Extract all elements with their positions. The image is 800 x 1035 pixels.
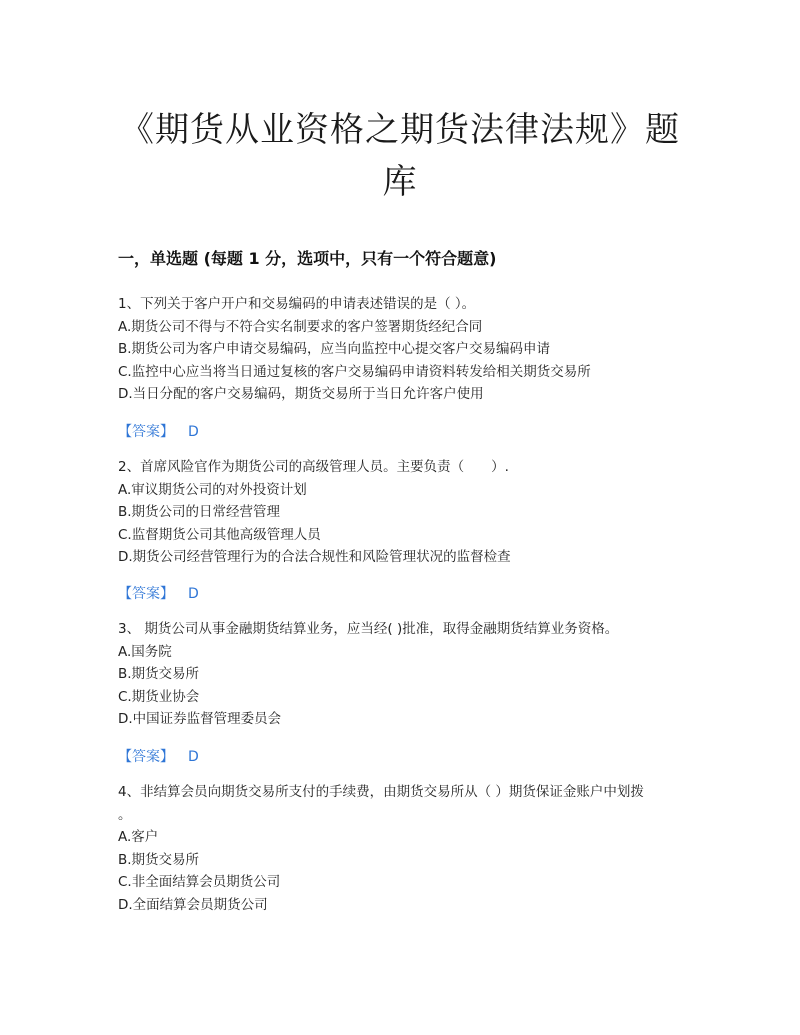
question-stem: 3、 期货公司从事金融期货结算业务，应当经( )批准，取得金融期货结算业务资格。 (118, 621, 619, 637)
answer-value: D (188, 586, 199, 602)
question-1 (118, 293, 688, 406)
title-line-1: 《期货从业资格之期货法律法规》题 (120, 110, 680, 150)
option-a: A.国务院 (118, 643, 172, 660)
option-b: B.期货公司的日常经营管理 (118, 504, 281, 520)
answer-2 (118, 583, 199, 603)
option-b: B.期货交易所 (118, 851, 200, 868)
question-2 (118, 456, 688, 569)
option-b: B.期货公司为客户申请交易编码，应当向监控中心提交客户交易编码申请 (118, 341, 551, 357)
title-line-2: 库 (382, 162, 418, 202)
answer-label: 【答案】 (118, 424, 174, 440)
answer-value: D (188, 749, 199, 765)
option-a: A.期货公司不得与不符合实名制要求的客户签署期货经纪合同 (118, 318, 483, 335)
option-d: D.中国证券监督管理委员会 (118, 711, 282, 727)
document-title (100, 104, 700, 208)
option-c: C.期货业协会 (118, 688, 200, 705)
option-a: A.审议期货公司的对外投资计划 (118, 481, 307, 498)
option-b: B.期货交易所 (118, 666, 200, 682)
question-stem: 1、下列关于客户开户和交易编码的申请表述错误的是（ ）。 (118, 296, 476, 312)
option-a: A.客户 (118, 829, 159, 845)
answer-value: D (188, 424, 199, 440)
answer-3 (118, 746, 199, 766)
question-stem: 2、首席风险官作为期货公司的高级管理人员。主要负责（ ）. (118, 459, 509, 475)
option-d: D.当日分配的客户交易编码，期货交易所于当日允许客户使用 (118, 386, 484, 402)
option-d: D.期货公司经营管理行为的合法合规性和风险管理状况的监督检查 (118, 549, 511, 565)
question-3 (118, 618, 688, 731)
answer-label: 【答案】 (118, 586, 174, 602)
question-stem-line-1: 4、非结算会员向期货交易所支付的手续费，由期货交易所从（ ）期货保证金账户中划拨 (118, 784, 644, 800)
answer-1 (118, 421, 199, 441)
section-heading: 一，单选题 (每题 1 分，选项中，只有一个符合题意) (118, 249, 497, 268)
answer-label: 【答案】 (118, 749, 174, 765)
option-c: C.监控中心应当将当日通过复核的客户交易编码申请资料转发给相关期货交易所 (118, 363, 591, 380)
option-d: D.全面结算会员期货公司 (118, 896, 268, 913)
option-c: C.非全面结算会员期货公司 (118, 874, 281, 890)
question-4 (118, 781, 688, 916)
question-stem-line-2: 。 (118, 806, 132, 823)
option-c: C.监督期货公司其他高级管理人员 (118, 526, 321, 543)
